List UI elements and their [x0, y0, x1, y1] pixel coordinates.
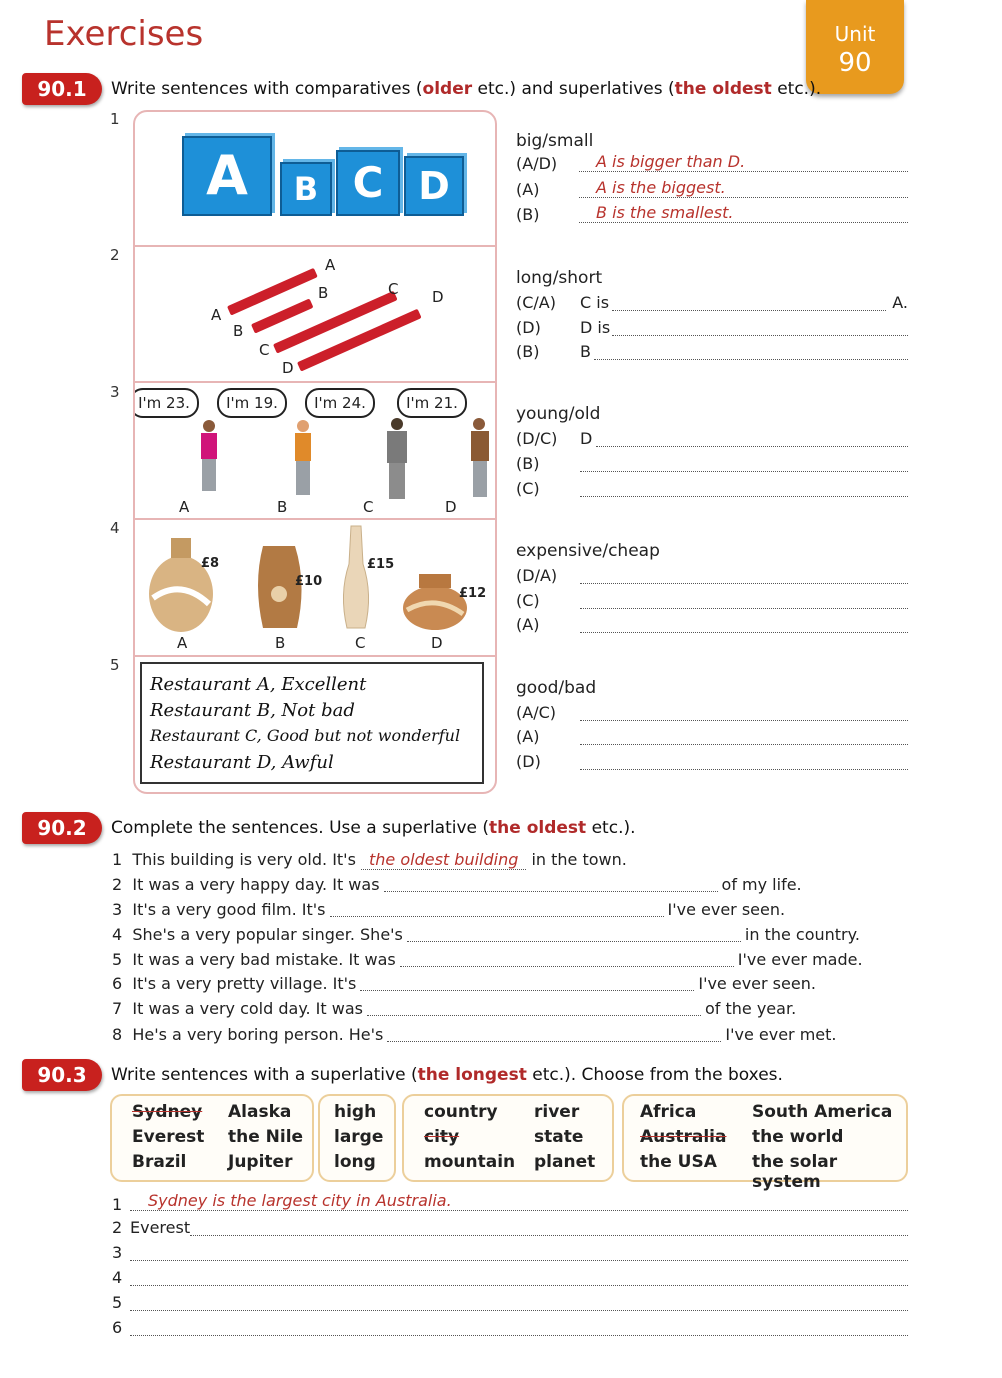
- word: Everest: [132, 1127, 205, 1147]
- word: the USA: [640, 1152, 717, 1172]
- answer-text[interactable]: Sydney is the largest city in Australia.: [148, 1191, 452, 1210]
- answer-line[interactable]: [407, 925, 741, 942]
- answer-row: (B): [516, 454, 908, 476]
- answer-row: 3: [112, 1243, 908, 1265]
- stripe-label: B: [318, 284, 329, 302]
- word: high: [334, 1102, 377, 1122]
- note-line: Restaurant D, Awful: [150, 752, 334, 773]
- vase-a: [149, 538, 213, 632]
- picture-number: 2: [110, 246, 120, 264]
- person-d: [471, 418, 489, 497]
- stripe-label: C: [259, 341, 270, 359]
- sentence-row: 5 It was a very bad mistake. It was I've ever made.: [112, 950, 863, 969]
- word-box-nouns: [402, 1094, 614, 1182]
- cube-a: A: [182, 136, 272, 216]
- answer-row: (D/C) D: [516, 429, 908, 451]
- speech-bubble: I'm 23.: [133, 388, 199, 418]
- answer-line[interactable]: [190, 1235, 908, 1236]
- answer-row: (D) D is: [516, 318, 908, 340]
- answer-line[interactable]: [612, 310, 886, 311]
- exercise-instruction-90-3: Write sentences with a superlative (the longest etc.). Choose from the boxes.: [111, 1065, 783, 1085]
- answer-line[interactable]: [130, 1310, 908, 1311]
- sentence-row: 3 It's a very good film. It's I've ever seen.: [112, 900, 786, 919]
- answer-line[interactable]: [367, 999, 701, 1016]
- vase-label: A: [177, 634, 188, 652]
- sentence-row: 8 He's a very boring person. He's I've ever met.: [112, 1025, 837, 1044]
- person-label: B: [277, 498, 288, 516]
- answer-line[interactable]: [130, 1335, 908, 1336]
- word: river: [534, 1102, 580, 1122]
- stripe-d: [297, 309, 422, 372]
- divider: [135, 518, 495, 520]
- answer-line[interactable]: [360, 974, 694, 991]
- answer-line[interactable]: [580, 608, 908, 609]
- word-box-places: [110, 1094, 314, 1182]
- vase-d: [403, 574, 467, 630]
- vase-label: C: [355, 634, 366, 652]
- answer-line[interactable]: [580, 583, 908, 584]
- answer-line[interactable]: [384, 875, 718, 892]
- answer-row: (C/A) C is A.: [516, 293, 908, 312]
- answer-text[interactable]: the oldest building: [361, 850, 526, 870]
- word: country: [424, 1102, 498, 1122]
- divider: [135, 381, 495, 383]
- word: the solar system: [752, 1152, 838, 1192]
- stripe-label: A: [211, 306, 222, 324]
- picture-number: 5: [110, 656, 120, 674]
- note-line: Restaurant A, Excellent: [150, 674, 367, 695]
- question-heading: long/short: [516, 268, 603, 288]
- divider: [135, 655, 495, 657]
- answer-row: 6: [112, 1318, 908, 1340]
- picture-number: 3: [110, 383, 120, 401]
- answer-line[interactable]: [612, 335, 908, 336]
- word-box-areas: [622, 1094, 908, 1192]
- word: Jupiter: [228, 1152, 293, 1172]
- answer-line[interactable]: [580, 769, 908, 770]
- answer-line[interactable]: [130, 1260, 908, 1261]
- answer-row: (A/C): [516, 703, 908, 725]
- speech-bubble: I'm 19.: [217, 388, 287, 418]
- cube-b: B: [280, 162, 332, 216]
- question-heading: expensive/cheap: [516, 541, 660, 561]
- exercise-badge-90-2: 90.2: [22, 812, 102, 844]
- picture-number: 4: [110, 519, 120, 537]
- page-title: Exercises: [44, 14, 204, 54]
- word: Sydney: [132, 1102, 203, 1122]
- divider: [135, 245, 495, 247]
- answer-row: (B) B: [516, 342, 908, 364]
- answer-line[interactable]: [330, 900, 664, 917]
- word: large: [334, 1127, 384, 1147]
- answer-text[interactable]: A is the biggest.: [596, 178, 726, 197]
- sentence-row: 2 It was a very happy day. It was of my life.: [112, 875, 802, 894]
- sentence-row: 6 It's a very pretty village. It's I've ever seen.: [112, 974, 816, 993]
- question-heading: big/small: [516, 131, 594, 151]
- exercise-badge-90-1: 90.1: [22, 73, 102, 105]
- stripe-b: [251, 298, 314, 333]
- sentence-row: 4 She's a very popular singer. She's in the country.: [112, 925, 860, 944]
- note-line: Restaurant C, Good but not wonderful: [150, 726, 461, 745]
- speech-bubble: I'm 21.: [397, 388, 467, 418]
- price-tag: £12: [459, 586, 487, 601]
- stripe-label: A: [325, 256, 336, 274]
- answer-line[interactable]: [580, 496, 908, 497]
- answer-row: (C): [516, 479, 908, 501]
- answer-row: 5: [112, 1293, 908, 1315]
- note-line: Restaurant B, Not bad: [150, 700, 355, 721]
- answer-row: (A): [516, 615, 908, 637]
- word: Africa: [640, 1102, 697, 1122]
- person-c: [387, 418, 407, 499]
- stripe-label: D: [432, 288, 444, 306]
- word: the world: [752, 1127, 844, 1147]
- word: city: [424, 1127, 460, 1147]
- word: mountain: [424, 1152, 516, 1172]
- cube-c: C: [336, 150, 400, 216]
- answer-row: (A): [516, 727, 908, 749]
- unit-label: Unit: [834, 22, 876, 46]
- answer-line[interactable]: [580, 632, 908, 633]
- price-tag: £15: [367, 557, 395, 572]
- price-tag: £10: [295, 574, 323, 589]
- person-label: C: [363, 498, 374, 516]
- person-a: [201, 420, 217, 491]
- word: Brazil: [132, 1152, 187, 1172]
- word: long: [334, 1152, 376, 1172]
- stripe-label: B: [233, 322, 244, 340]
- stripe-label: C: [388, 280, 399, 298]
- question-heading: good/bad: [516, 678, 597, 698]
- word: state: [534, 1127, 584, 1147]
- answer-text[interactable]: A is bigger than D.: [596, 152, 746, 171]
- answer-line[interactable]: [596, 446, 908, 447]
- exercise-instruction-90-2: Complete the sentences. Use a superlative (the oldest etc.).: [111, 818, 636, 838]
- restaurant-notes: [140, 662, 484, 784]
- word: planet: [534, 1152, 596, 1172]
- word: the Nile: [228, 1127, 304, 1147]
- answer-row: (C): [516, 591, 908, 613]
- vase-label: D: [431, 634, 443, 652]
- unit-number: 90: [838, 48, 872, 78]
- answer-row: 1 Sydney is the largest city in Australia.: [112, 1193, 908, 1215]
- answer-row: 2 Everest: [112, 1218, 908, 1240]
- vase-label: B: [275, 634, 286, 652]
- person-label: D: [445, 498, 457, 516]
- answer-row: 4: [112, 1268, 908, 1290]
- picture-number: 1: [110, 110, 120, 128]
- vase-c: [343, 526, 368, 628]
- answer-line[interactable]: [387, 1025, 721, 1042]
- exercise-instruction-90-1: Write sentences with comparatives (older etc.) and superlatives (the oldest etc.).: [111, 79, 822, 99]
- answer-line[interactable]: [400, 950, 734, 967]
- answer-row: (B) B is the smallest.: [516, 205, 908, 227]
- answer-line[interactable]: [594, 359, 908, 360]
- cube-d: D: [404, 156, 464, 216]
- answer-row: (D/A): [516, 566, 908, 588]
- word: Alaska: [228, 1102, 292, 1122]
- answer-row: (A) A is the biggest.: [516, 180, 908, 202]
- price-tag: £8: [201, 556, 220, 571]
- sentence-row: 1 This building is very old. It's the oldest building in the town.: [112, 850, 627, 869]
- answer-row: (D): [516, 752, 908, 774]
- answer-line[interactable]: [580, 720, 908, 721]
- word: Australia: [640, 1127, 727, 1147]
- stripe-label: D: [282, 359, 294, 377]
- person-label: A: [179, 498, 190, 516]
- exercise-badge-90-3: 90.3: [22, 1059, 102, 1091]
- answer-row: (A/D) A is bigger than D.: [516, 154, 908, 176]
- speech-bubble: I'm 24.: [305, 388, 375, 418]
- person-b: [295, 420, 311, 495]
- sentence-row: 7 It was a very cold day. It was of the year.: [112, 999, 797, 1018]
- answer-line[interactable]: [580, 744, 908, 745]
- question-heading: young/old: [516, 404, 601, 424]
- answer-text[interactable]: B is the smallest.: [596, 203, 734, 222]
- answer-line[interactable]: [130, 1285, 908, 1286]
- word-box-adjectives: [318, 1094, 396, 1182]
- word: South America: [752, 1102, 893, 1122]
- answer-line[interactable]: [580, 471, 908, 472]
